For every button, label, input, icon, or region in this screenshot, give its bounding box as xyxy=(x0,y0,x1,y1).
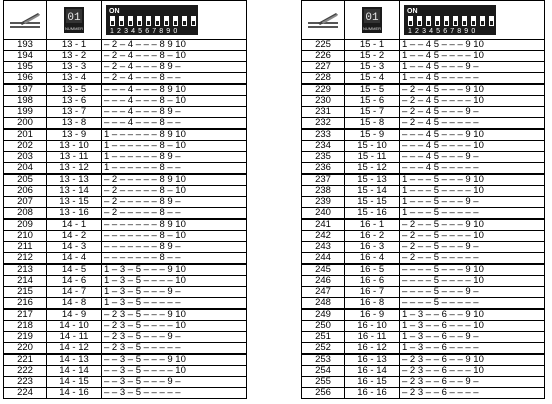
table-row xyxy=(4,343,247,355)
table-row xyxy=(4,264,247,276)
dip-switch-setting-cell: – 2 – – – – – 8 – – xyxy=(102,208,247,220)
decoder-id-cell: 16 - 9 xyxy=(345,309,400,321)
decoder-id-cell: 15 - 7 xyxy=(345,107,400,118)
dip-switch-setting-cell: – 2 – 4 5 – – – 9 10 xyxy=(400,84,545,96)
table-row xyxy=(4,129,247,141)
dip-switch-setting-cell: 1 – 3 – 5 – – – 9 – xyxy=(102,287,247,298)
decoder-address-display-icon xyxy=(47,1,102,40)
decoder-id-cell: 16 - 16 xyxy=(345,388,400,399)
table-row xyxy=(302,388,545,399)
svg-text:NUMMER: NUMMER xyxy=(363,26,381,31)
dip-switch-setting-cell: – 2 3 – – 6 – – 9 – xyxy=(400,377,545,388)
decoder-id-cell: 14 - 13 xyxy=(47,354,102,366)
decoder-id-cell: 15 - 2 xyxy=(345,51,400,62)
address-cell: 197 xyxy=(4,84,47,96)
address-cell: 221 xyxy=(4,354,47,366)
svg-text:01: 01 xyxy=(67,12,81,24)
decoder-id-cell: 15 - 11 xyxy=(345,152,400,163)
dip-switch-setting-cell: 1 – 3 – 5 – – – – – xyxy=(102,298,247,310)
dip-switch-setting-cell: – – – – – – – 8 9 10 xyxy=(102,219,247,231)
decoder-id-cell: 14 - 9 xyxy=(47,309,102,321)
table-row xyxy=(4,208,247,220)
dip-switch-setting-cell: – 2 – – 5 – – – – 10 xyxy=(400,231,545,242)
decoder-id-cell: 13 - 6 xyxy=(47,96,102,107)
table-row xyxy=(302,73,545,85)
dip-switch-setting-cell: – 2 – 4 5 – – – – 10 xyxy=(400,96,545,107)
decoder-id-cell: 15 - 3 xyxy=(345,62,400,73)
address-cell: 254 xyxy=(302,366,345,377)
address-cell: 240 xyxy=(302,208,345,220)
table-row xyxy=(302,186,545,197)
address-cell: 223 xyxy=(4,377,47,388)
dip-switch-setting-cell: – – 3 – 5 – – – 9 – xyxy=(102,377,247,388)
address-cell: 205 xyxy=(4,174,47,186)
dip-switch-setting-cell: – 2 3 – – 6 – – 9 10 xyxy=(400,354,545,366)
dip-switch-setting-cell: – 2 – 4 – – – 8 – 10 xyxy=(102,51,247,62)
dip-switch-setting-cell: – – – – – – – 8 – 10 xyxy=(102,231,247,242)
address-cell: 204 xyxy=(4,163,47,175)
address-cell: 253 xyxy=(302,354,345,366)
table-row xyxy=(302,219,545,231)
table-row xyxy=(302,96,545,107)
table-row xyxy=(4,186,247,197)
address-cell: 216 xyxy=(4,298,47,310)
dip-switch-setting-cell: – – – – 5 – – – 9 10 xyxy=(400,264,545,276)
address-cell: 210 xyxy=(4,231,47,242)
table-header-row xyxy=(302,1,545,40)
decoder-id-cell: 13 - 9 xyxy=(47,129,102,141)
decoder-id-cell: 15 - 12 xyxy=(345,163,400,175)
decoder-id-cell: 16 - 13 xyxy=(345,354,400,366)
table-row xyxy=(4,118,247,130)
table-row xyxy=(302,163,545,175)
decoder-id-cell: 16 - 15 xyxy=(345,377,400,388)
decoder-id-cell: 14 - 7 xyxy=(47,287,102,298)
table-row xyxy=(302,152,545,163)
svg-text:1 2 3 4 5 6 7 8 9 0: 1 2 3 4 5 6 7 8 9 0 xyxy=(408,28,476,35)
table-row xyxy=(302,377,545,388)
table-row xyxy=(302,276,545,287)
address-cell: 243 xyxy=(302,242,345,253)
dip-switch-setting-cell: – 2 3 – 5 – – – 9 – xyxy=(102,332,247,343)
table-row xyxy=(302,40,545,51)
dip-switch-setting-cell: 1 – – – 5 – – – – – xyxy=(400,208,545,220)
dip-switch-setting-cell: – – – 4 – – – 8 9 10 xyxy=(102,84,247,96)
dip-switch-setting-cell: – 2 – – – – – 8 9 – xyxy=(102,197,247,208)
dip-switch-setting-cell: 1 – 3 – 5 – – – – 10 xyxy=(102,276,247,287)
address-cell: 206 xyxy=(4,186,47,197)
dip-switch-setting-cell: 1 – – – – – – 8 – 10 xyxy=(102,141,247,152)
table-row xyxy=(4,354,247,366)
table-row xyxy=(302,62,545,73)
decoder-id-cell: 15 - 16 xyxy=(345,208,400,220)
address-cell: 237 xyxy=(302,174,345,186)
address-cell: 202 xyxy=(4,141,47,152)
svg-text:01: 01 xyxy=(365,12,379,24)
address-cell: 245 xyxy=(302,264,345,276)
address-cell: 203 xyxy=(4,152,47,163)
dip-switch-setting-cell: 1 – – – 5 – – – 9 10 xyxy=(400,174,545,186)
dip-switch-setting-cell: – – – – 5 – – – – – xyxy=(400,298,545,310)
decoder-id-cell: 14 - 4 xyxy=(47,253,102,265)
decoder-id-cell: 16 - 10 xyxy=(345,321,400,332)
dip-switch-setting-cell: – 2 – 4 – – – 8 – – xyxy=(102,73,247,85)
dip-switch-setting-cell: – – 3 – 5 – – – 9 10 xyxy=(102,354,247,366)
address-cell: 244 xyxy=(302,253,345,265)
dip-switch-setting-cell: – 2 – – 5 – – – 9 – xyxy=(400,242,545,253)
dip-switch-setting-cell: 1 – – 4 5 – – – – 10 xyxy=(400,51,545,62)
table-header-row xyxy=(4,1,247,40)
table-row xyxy=(302,174,545,186)
dip-switch-setting-cell: 1 – – 4 5 – – – 9 – xyxy=(400,62,545,73)
table-row xyxy=(4,388,247,399)
dip-switch-setting-cell: – 2 3 – – 6 – – – 10 xyxy=(400,366,545,377)
address-cell: 224 xyxy=(4,388,47,399)
table-row xyxy=(4,276,247,287)
decoder-id-cell: 16 - 8 xyxy=(345,298,400,310)
table-row xyxy=(302,264,545,276)
table-row xyxy=(4,51,247,62)
decoder-address-display-icon xyxy=(345,1,400,40)
decoder-id-cell: 13 - 7 xyxy=(47,107,102,118)
dip-switch-icon xyxy=(102,1,247,40)
table-row xyxy=(302,298,545,310)
table-row xyxy=(4,242,247,253)
decoder-id-cell: 13 - 8 xyxy=(47,118,102,130)
decoder-id-cell: 15 - 10 xyxy=(345,141,400,152)
dip-switch-setting-cell: – 2 – – – – – 8 9 10 xyxy=(102,174,247,186)
table-row xyxy=(4,40,247,51)
decoder-id-cell: 14 - 1 xyxy=(47,219,102,231)
dip-switch-setting-cell: – – – 4 – – – 8 – – xyxy=(102,118,247,130)
address-cell: 193 xyxy=(4,40,47,51)
address-cell: 236 xyxy=(302,163,345,175)
dip-switch-setting-cell: – – – 4 – – – 8 – 10 xyxy=(102,96,247,107)
decoder-id-cell: 14 - 14 xyxy=(47,366,102,377)
dip-switch-setting-cell: 1 – – – – – – 8 9 10 xyxy=(102,129,247,141)
table-row xyxy=(4,84,247,96)
dip-switch-setting-cell: – 2 3 – – 6 – – – – xyxy=(400,388,545,399)
table-row xyxy=(302,231,545,242)
address-cell: 249 xyxy=(302,309,345,321)
address-cell: 229 xyxy=(302,84,345,96)
decoder-id-cell: 15 - 14 xyxy=(345,186,400,197)
dip-switch-setting-cell: 1 – 3 – 5 – – – 9 10 xyxy=(102,264,247,276)
dip-switch-setting-cell: 1 – – – – – – 8 – – xyxy=(102,163,247,175)
decoder-id-cell: 14 - 12 xyxy=(47,343,102,355)
table-row xyxy=(302,118,545,130)
table-row xyxy=(4,197,247,208)
table-row xyxy=(302,197,545,208)
address-cell: 256 xyxy=(302,388,345,399)
address-cell: 211 xyxy=(4,242,47,253)
dip-switch-setting-cell: 1 – 3 – – 6 – – 9 10 xyxy=(400,309,545,321)
decoder-id-cell: 13 - 5 xyxy=(47,84,102,96)
dip-switch-setting-cell: – – – – 5 – – – 9 – xyxy=(400,287,545,298)
address-cell: 213 xyxy=(4,264,47,276)
address-cell: 222 xyxy=(4,366,47,377)
address-cell: 214 xyxy=(4,276,47,287)
svg-text:NUMMER: NUMMER xyxy=(65,26,83,31)
decoder-id-cell: 13 - 10 xyxy=(47,141,102,152)
table-row xyxy=(4,377,247,388)
decoder-id-cell: 16 - 6 xyxy=(345,276,400,287)
dip-switch-setting-cell: 1 – – – – – – 8 9 – xyxy=(102,152,247,163)
address-cell: 217 xyxy=(4,309,47,321)
table-row xyxy=(302,321,545,332)
address-cell: 228 xyxy=(302,73,345,85)
table-row xyxy=(4,73,247,85)
address-cell: 239 xyxy=(302,197,345,208)
address-cell: 233 xyxy=(302,129,345,141)
address-cell: 198 xyxy=(4,96,47,107)
dip-switch-setting-cell: 1 – – – 5 – – – 9 – xyxy=(400,197,545,208)
address-cell: 250 xyxy=(302,321,345,332)
dip-switch-setting-cell: – – 3 – 5 – – – – 10 xyxy=(102,366,247,377)
decoder-id-cell: 15 - 15 xyxy=(345,197,400,208)
table-row xyxy=(302,332,545,343)
table-row xyxy=(4,366,247,377)
decoder-id-cell: 13 - 4 xyxy=(47,73,102,85)
decoder-id-cell: 14 - 6 xyxy=(47,276,102,287)
table-row xyxy=(302,242,545,253)
decoder-id-cell: 15 - 1 xyxy=(345,40,400,51)
table-row xyxy=(302,253,545,265)
address-cell: 195 xyxy=(4,62,47,73)
address-cell: 241 xyxy=(302,219,345,231)
decoder-id-cell: 16 - 2 xyxy=(345,231,400,242)
turnout-icon xyxy=(4,1,47,40)
dip-switch-setting-cell: – – – 4 5 – – – – 10 xyxy=(400,141,545,152)
decoder-id-cell: 13 - 16 xyxy=(47,208,102,220)
dip-switch-setting-cell: – – – – – – – 8 9 – xyxy=(102,242,247,253)
address-cell: 235 xyxy=(302,152,345,163)
turnout-icon xyxy=(302,1,345,40)
decoder-id-cell: 13 - 13 xyxy=(47,174,102,186)
table-body-right xyxy=(302,1,545,399)
dip-switch-setting-cell: – – – – 5 – – – – 10 xyxy=(400,276,545,287)
decoder-id-cell: 16 - 12 xyxy=(345,343,400,355)
address-cell: 227 xyxy=(302,62,345,73)
address-cell: 209 xyxy=(4,219,47,231)
decoder-id-cell: 14 - 16 xyxy=(47,388,102,399)
decoder-id-cell: 16 - 5 xyxy=(345,264,400,276)
address-cell: 196 xyxy=(4,73,47,85)
dip-switch-setting-cell: – – – – – – – 8 – – xyxy=(102,253,247,265)
svg-text:1 2 3 4 5 6 7 8 9 0: 1 2 3 4 5 6 7 8 9 0 xyxy=(110,28,178,35)
dip-switch-setting-cell: – 2 3 – 5 – – – – 10 xyxy=(102,321,247,332)
address-cell: 212 xyxy=(4,253,47,265)
address-cell: 208 xyxy=(4,208,47,220)
decoder-id-cell: 13 - 1 xyxy=(47,40,102,51)
address-cell: 199 xyxy=(4,107,47,118)
table-row xyxy=(302,84,545,96)
decoder-id-cell: 15 - 13 xyxy=(345,174,400,186)
address-cell: 248 xyxy=(302,298,345,310)
table-row xyxy=(302,141,545,152)
dip-switch-setting-cell: 1 – – 4 5 – – – – – xyxy=(400,73,545,85)
dip-switch-setting-cell: – – 3 – 5 – – – – – xyxy=(102,388,247,399)
table-row xyxy=(4,219,247,231)
table-row xyxy=(4,231,247,242)
dip-switch-setting-cell: – – – 4 – – – 8 9 – xyxy=(102,107,247,118)
address-cell: 252 xyxy=(302,343,345,355)
address-cell: 232 xyxy=(302,118,345,130)
decoder-id-cell: 15 - 9 xyxy=(345,129,400,141)
dip-switch-setting-cell: – 2 – 4 – – – 8 9 – xyxy=(102,62,247,73)
address-cell: 200 xyxy=(4,118,47,130)
table-row xyxy=(4,163,247,175)
dip-switch-setting-cell: – 2 – 4 5 – – – – – xyxy=(400,118,545,130)
decoder-id-cell: 15 - 5 xyxy=(345,84,400,96)
table-row xyxy=(4,298,247,310)
dip-switch-setting-cell: – 2 – – 5 – – – – – xyxy=(400,253,545,265)
dip-switch-setting-cell: – 2 – – – – – 8 – 10 xyxy=(102,186,247,197)
decoder-id-cell: 16 - 4 xyxy=(345,253,400,265)
address-cell: 207 xyxy=(4,197,47,208)
table-row xyxy=(302,366,545,377)
table-row xyxy=(302,287,545,298)
decoder-id-cell: 14 - 2 xyxy=(47,231,102,242)
table-row xyxy=(302,208,545,220)
decoder-id-cell: 16 - 11 xyxy=(345,332,400,343)
dip-switch-setting-cell: – – – 4 5 – – – 9 10 xyxy=(400,129,545,141)
address-table-right xyxy=(301,0,545,399)
address-cell: 220 xyxy=(4,343,47,355)
table-row xyxy=(302,107,545,118)
dip-switch-setting-cell: – – – 4 5 – – – 9 – xyxy=(400,152,545,163)
table-row xyxy=(4,96,247,107)
address-cell: 246 xyxy=(302,276,345,287)
table-row xyxy=(302,354,545,366)
decoder-id-cell: 15 - 6 xyxy=(345,96,400,107)
address-cell: 231 xyxy=(302,107,345,118)
table-row xyxy=(4,107,247,118)
address-cell: 219 xyxy=(4,332,47,343)
table-row xyxy=(4,309,247,321)
dip-switch-setting-cell: 1 – – 4 5 – – – 9 10 xyxy=(400,40,545,51)
decoder-id-cell: 13 - 15 xyxy=(47,197,102,208)
address-cell: 238 xyxy=(302,186,345,197)
dip-switch-setting-cell: 1 – 3 – – 6 – – – 10 xyxy=(400,321,545,332)
decoder-id-cell: 13 - 11 xyxy=(47,152,102,163)
decoder-id-cell: 16 - 1 xyxy=(345,219,400,231)
table-row xyxy=(302,51,545,62)
svg-text:ON: ON xyxy=(407,8,418,15)
decoder-id-cell: 14 - 3 xyxy=(47,242,102,253)
table-row xyxy=(4,253,247,265)
decoder-id-cell: 14 - 15 xyxy=(47,377,102,388)
dip-switch-setting-cell: – 2 – 4 – – – 8 9 10 xyxy=(102,40,247,51)
decoder-id-cell: 13 - 2 xyxy=(47,51,102,62)
table-row xyxy=(4,332,247,343)
table-row xyxy=(4,287,247,298)
address-cell: 247 xyxy=(302,287,345,298)
decoder-id-cell: 13 - 3 xyxy=(47,62,102,73)
dip-switch-icon xyxy=(400,1,545,40)
decoder-id-cell: 14 - 5 xyxy=(47,264,102,276)
address-cell: 215 xyxy=(4,287,47,298)
table-row xyxy=(302,309,545,321)
table-row xyxy=(4,321,247,332)
table-row xyxy=(302,129,545,141)
table-row xyxy=(4,141,247,152)
decoder-id-cell: 14 - 8 xyxy=(47,298,102,310)
decoder-id-cell: 15 - 8 xyxy=(345,118,400,130)
address-cell: 226 xyxy=(302,51,345,62)
dip-switch-setting-cell: – 2 3 – 5 – – – 9 10 xyxy=(102,309,247,321)
decoder-id-cell: 15 - 4 xyxy=(345,73,400,85)
decoder-id-cell: 16 - 7 xyxy=(345,287,400,298)
decoder-id-cell: 16 - 3 xyxy=(345,242,400,253)
dip-switch-setting-cell: – 2 – 4 5 – – – 9 – xyxy=(400,107,545,118)
decoder-id-cell: 14 - 11 xyxy=(47,332,102,343)
dip-switch-setting-cell: – 2 3 – 5 – – – – – xyxy=(102,343,247,355)
decoder-id-cell: 13 - 14 xyxy=(47,186,102,197)
address-cell: 225 xyxy=(302,40,345,51)
decoder-id-cell: 14 - 10 xyxy=(47,321,102,332)
decoder-id-cell: 16 - 14 xyxy=(345,366,400,377)
table-row xyxy=(4,152,247,163)
address-table-left xyxy=(3,0,247,399)
dip-switch-setting-cell: 1 – 3 – – 6 – – – – xyxy=(400,343,545,355)
table-body-left xyxy=(4,1,247,399)
address-cell: 201 xyxy=(4,129,47,141)
svg-text:ON: ON xyxy=(109,8,120,15)
dip-switch-setting-cell: 1 – 3 – – 6 – – 9 – xyxy=(400,332,545,343)
address-cell: 218 xyxy=(4,321,47,332)
decoder-id-cell: 13 - 12 xyxy=(47,163,102,175)
address-cell: 230 xyxy=(302,96,345,107)
table-row xyxy=(302,343,545,355)
address-cell: 234 xyxy=(302,141,345,152)
address-cell: 194 xyxy=(4,51,47,62)
table-row xyxy=(4,62,247,73)
table-row xyxy=(4,174,247,186)
address-cell: 255 xyxy=(302,377,345,388)
address-cell: 251 xyxy=(302,332,345,343)
dip-switch-setting-cell: – 2 – – 5 – – – 9 10 xyxy=(400,219,545,231)
dip-switch-setting-cell: 1 – – – 5 – – – – 10 xyxy=(400,186,545,197)
dip-switch-setting-cell: – – – 4 5 – – – – – xyxy=(400,163,545,175)
address-cell: 242 xyxy=(302,231,345,242)
